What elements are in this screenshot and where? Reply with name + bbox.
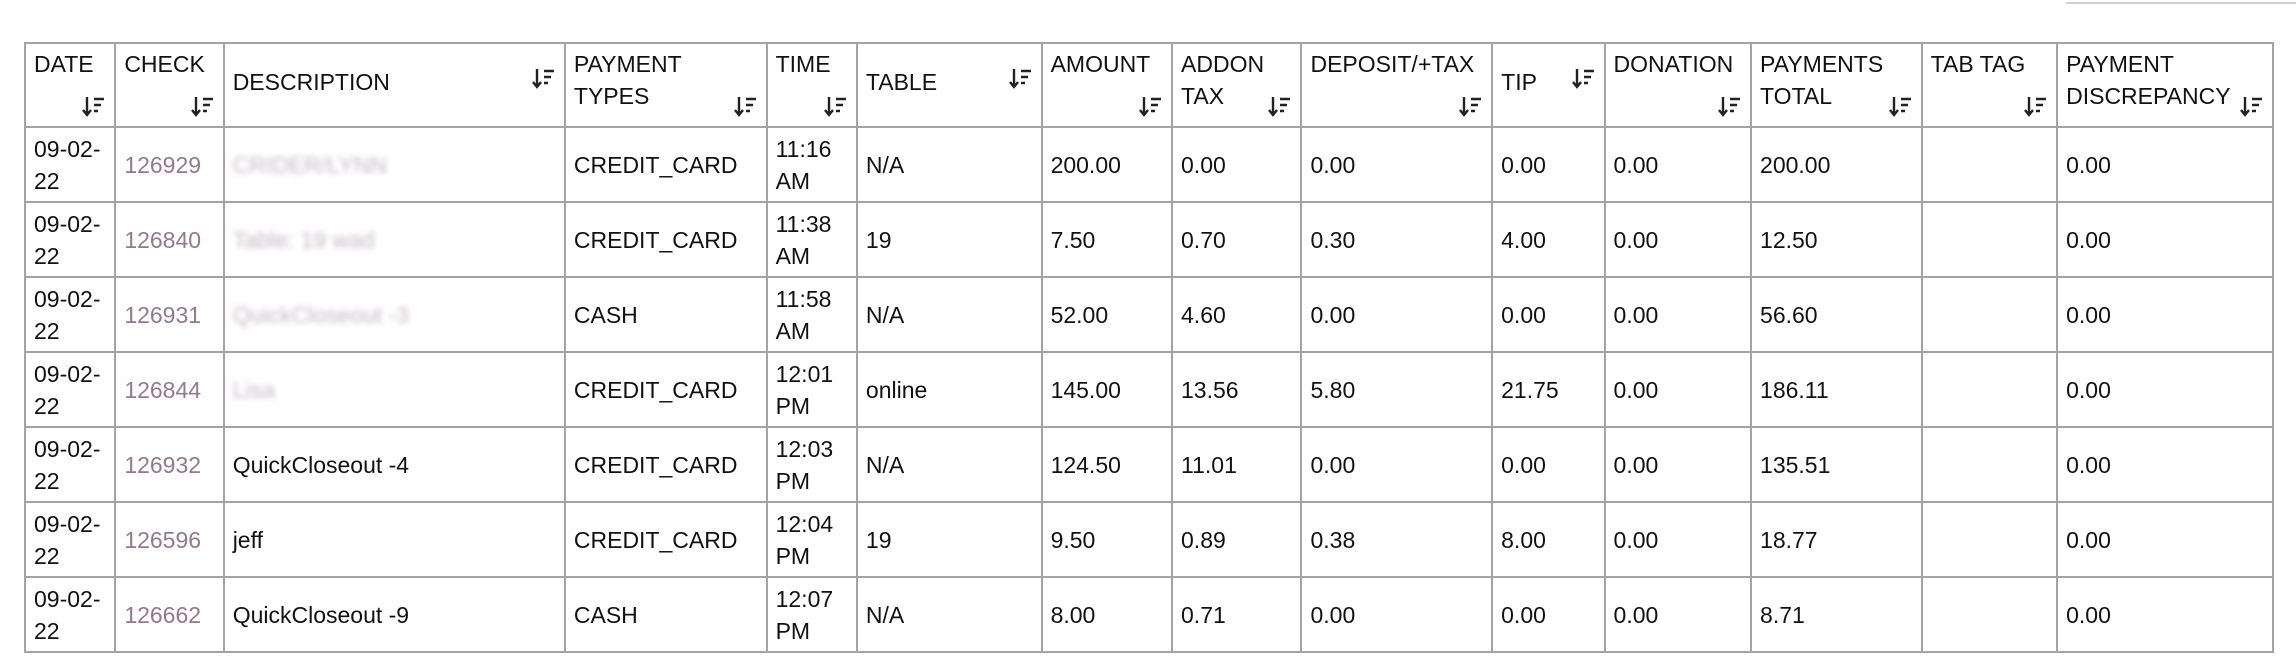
- payments-total-cell: [1751, 502, 1922, 577]
- table-row: [25, 352, 2273, 427]
- deposit-tax-cell: [1301, 277, 1492, 352]
- deposit-tax-cell-value: 0.00: [1310, 451, 1356, 478]
- payments-total-cell: [1751, 352, 1922, 427]
- col-header-addon-tax[interactable]: [1172, 43, 1301, 127]
- payment-type-cell-value: CREDIT_CARD: [573, 226, 738, 253]
- col-header-payment-types[interactable]: [565, 43, 767, 127]
- time-cell-value: 11:38 AM: [775, 210, 832, 269]
- payment-discrepancy-cell: [2057, 502, 2273, 577]
- tip-cell-value: 21.75: [1501, 376, 1559, 403]
- date-cell: [25, 502, 115, 577]
- donation-cell: [1605, 502, 1752, 577]
- description-text: Table: 19 wad: [232, 226, 375, 253]
- table-cell-value: 19: [865, 526, 892, 553]
- addon-tax-cell-value: 0.00: [1181, 151, 1226, 178]
- payment-type-cell: [565, 502, 767, 577]
- description-cell: [224, 502, 565, 577]
- donation-cell-value: 0.00: [1613, 301, 1659, 328]
- addon-tax-cell: [1172, 127, 1301, 202]
- tab-tag-cell: [1922, 427, 2057, 502]
- amount-cell: [1042, 577, 1172, 652]
- deposit-tax-cell-value: 0.00: [1310, 301, 1356, 328]
- addon-tax-cell-value: 0.70: [1181, 226, 1226, 253]
- description-cell: [224, 277, 565, 352]
- col-label-table: TABLE: [865, 69, 938, 95]
- date-cell-value: 09-02- 22: [34, 585, 101, 644]
- payment-discrepancy-cell-value: 0.00: [2066, 526, 2111, 553]
- check-number-link[interactable]: 126932: [124, 451, 202, 478]
- amount-cell: [1042, 502, 1172, 577]
- payment-discrepancy-cell-value: 0.00: [2066, 151, 2111, 178]
- description-cell: [224, 202, 565, 277]
- payment-discrepancy-cell: [2057, 277, 2273, 352]
- check-cell[interactable]: [115, 277, 223, 352]
- payment-type-cell: [565, 202, 767, 277]
- check-cell[interactable]: [115, 577, 223, 652]
- table-row: [25, 277, 2273, 352]
- date-cell: [25, 352, 115, 427]
- payment-type-cell: [565, 277, 767, 352]
- table-cell-value: 19: [865, 226, 892, 253]
- amount-cell: [1042, 277, 1172, 352]
- amount-cell-value: 145.00: [1050, 376, 1121, 403]
- payments-total-cell-value: 135.51: [1760, 451, 1831, 478]
- description-cell: [224, 577, 565, 652]
- amount-cell: [1042, 127, 1172, 202]
- payment-discrepancy-cell: [2057, 127, 2273, 202]
- time-cell: [767, 202, 857, 277]
- donation-cell-value: 0.00: [1613, 151, 1659, 178]
- date-cell-value: 09-02- 22: [34, 510, 101, 569]
- sort-descending-icon[interactable]: [824, 94, 848, 120]
- col-label-date: DATE: [34, 51, 94, 77]
- payments-total-cell: [1751, 427, 1922, 502]
- check-cell[interactable]: [115, 427, 223, 502]
- donation-cell: [1605, 427, 1752, 502]
- deposit-tax-cell: [1301, 352, 1492, 427]
- col-header-date[interactable]: [25, 43, 115, 127]
- description-text: CRIDER/LYNN: [232, 151, 387, 178]
- addon-tax-cell-value: 4.60: [1181, 301, 1226, 328]
- time-cell: [767, 277, 857, 352]
- date-cell: [25, 127, 115, 202]
- payments-total-cell-value: 8.71: [1760, 601, 1805, 628]
- deposit-tax-cell-value: 5.80: [1310, 376, 1356, 403]
- donation-cell-value: 0.00: [1613, 376, 1659, 403]
- table-row: [25, 127, 2273, 202]
- deposit-tax-cell: [1301, 427, 1492, 502]
- check-number-link[interactable]: 126596: [124, 526, 202, 553]
- addon-tax-cell: [1172, 352, 1301, 427]
- payment-discrepancy-cell: [2057, 577, 2273, 652]
- description-text: QuickCloseout -3: [232, 301, 410, 328]
- payment-discrepancy-cell-value: 0.00: [2066, 601, 2111, 628]
- deposit-tax-cell: [1301, 127, 1492, 202]
- table-cell: [857, 352, 1042, 427]
- check-number-link[interactable]: 126931: [124, 301, 202, 328]
- addon-tax-cell: [1172, 427, 1301, 502]
- deposit-tax-cell: [1301, 502, 1492, 577]
- donation-cell: [1605, 202, 1752, 277]
- table-cell: [857, 427, 1042, 502]
- payment-type-cell-value: CREDIT_CARD: [573, 451, 738, 478]
- table-row: [25, 427, 2273, 502]
- payment-discrepancy-cell-value: 0.00: [2066, 451, 2111, 478]
- col-label-payment-types: PAYMENT TYPES: [573, 51, 682, 109]
- payments-total-cell: [1751, 577, 1922, 652]
- addon-tax-cell: [1172, 277, 1301, 352]
- donation-cell: [1605, 127, 1752, 202]
- check-number-link[interactable]: 126662: [124, 601, 202, 628]
- col-header-time[interactable]: [767, 43, 857, 127]
- addon-tax-cell: [1172, 577, 1301, 652]
- payments-total-cell: [1751, 202, 1922, 277]
- description-text: jeff: [232, 526, 263, 553]
- col-header-amount[interactable]: [1042, 43, 1172, 127]
- payment-type-cell-value: CREDIT_CARD: [573, 151, 738, 178]
- payment-type-cell-value: CREDIT_CARD: [573, 376, 738, 403]
- payment-type-cell: [565, 577, 767, 652]
- time-cell-value: 12:01 PM: [775, 360, 834, 419]
- donation-cell: [1605, 577, 1752, 652]
- deposit-tax-cell: [1301, 202, 1492, 277]
- amount-cell-value: 200.00: [1050, 151, 1121, 178]
- tab-tag-cell: [1922, 577, 2057, 652]
- check-cell[interactable]: [115, 352, 223, 427]
- tip-cell-value: 4.00: [1501, 226, 1546, 253]
- amount-cell-value: 124.50: [1050, 451, 1121, 478]
- check-number-link[interactable]: 126840: [124, 226, 202, 253]
- tip-cell-value: 0.00: [1501, 151, 1546, 178]
- col-header-description[interactable]: [224, 43, 565, 127]
- col-header-payment-discrepancy[interactable]: [2057, 43, 2273, 127]
- payment-discrepancy-cell-value: 0.00: [2066, 376, 2111, 403]
- payment-type-cell: [565, 127, 767, 202]
- tab-tag-cell: [1922, 502, 2057, 577]
- donation-cell-value: 0.00: [1613, 226, 1659, 253]
- col-header-table[interactable]: [857, 43, 1042, 127]
- sort-descending-icon[interactable]: [532, 66, 556, 92]
- col-header-check[interactable]: [115, 43, 223, 127]
- col-header-tab-tag[interactable]: [1922, 43, 2057, 127]
- col-label-amount: AMOUNT: [1050, 51, 1151, 77]
- header-row: [25, 43, 2273, 127]
- sort-descending-icon[interactable]: [191, 94, 215, 120]
- payments-total-cell-value: 18.77: [1760, 526, 1818, 553]
- amount-cell-value: 52.00: [1050, 301, 1109, 328]
- deposit-tax-cell-value: 0.00: [1310, 151, 1356, 178]
- addon-tax-cell-value: 13.56: [1181, 376, 1239, 403]
- addon-tax-cell-value: 11.01: [1181, 451, 1237, 478]
- payment-type-cell: [565, 352, 767, 427]
- table-cell: [857, 502, 1042, 577]
- time-cell-value: 11:16 AM: [775, 135, 832, 194]
- col-header-tip[interactable]: [1492, 43, 1604, 127]
- description-cell: [224, 127, 565, 202]
- deposit-tax-cell-value: 0.38: [1310, 526, 1356, 553]
- table-cell-value: online: [865, 376, 928, 403]
- payments-total-cell-value: 200.00: [1760, 151, 1831, 178]
- tip-cell: [1492, 577, 1604, 652]
- tip-cell-value: 0.00: [1501, 601, 1546, 628]
- col-label-check: CHECK: [124, 51, 205, 77]
- sort-descending-icon[interactable]: [1139, 94, 1163, 120]
- tab-tag-cell: [1922, 202, 2057, 277]
- col-header-payments-total[interactable]: [1751, 43, 1922, 127]
- check-cell[interactable]: [115, 127, 223, 202]
- col-header-deposit-tax[interactable]: [1301, 43, 1492, 127]
- description-cell: [224, 427, 565, 502]
- payments-total-cell-value: 12.50: [1760, 226, 1818, 253]
- payments-total-cell-value: 56.60: [1760, 301, 1818, 328]
- time-cell: [767, 502, 857, 577]
- deposit-tax-cell-value: 0.30: [1310, 226, 1356, 253]
- tip-cell-value: 0.00: [1501, 301, 1546, 328]
- tab-tag-cell: [1922, 352, 2057, 427]
- col-label-tab-tag: TAB TAG: [1930, 51, 2026, 77]
- description-cell: [224, 352, 565, 427]
- time-cell-value: 12:04 PM: [775, 510, 834, 569]
- tab-tag-cell: [1922, 277, 2057, 352]
- sort-descending-icon[interactable]: [1889, 94, 1913, 120]
- deposit-tax-cell: [1301, 577, 1492, 652]
- sort-descending-icon[interactable]: [1459, 94, 1483, 120]
- sort-descending-icon[interactable]: [1718, 94, 1742, 120]
- date-cell-value: 09-02- 22: [34, 135, 101, 194]
- col-header-donation[interactable]: [1605, 43, 1752, 127]
- tip-cell: [1492, 352, 1604, 427]
- time-cell: [767, 427, 857, 502]
- check-number-link[interactable]: 126844: [124, 376, 202, 403]
- date-cell: [25, 577, 115, 652]
- table-cell: [857, 577, 1042, 652]
- table-cell-value: N/A: [865, 151, 905, 178]
- sort-descending-icon[interactable]: [82, 94, 106, 120]
- date-cell-value: 09-02- 22: [34, 360, 101, 419]
- col-label-addon-tax: ADDON TAX: [1181, 51, 1265, 109]
- tip-cell: [1492, 502, 1604, 577]
- donation-cell: [1605, 277, 1752, 352]
- donation-cell-value: 0.00: [1613, 526, 1659, 553]
- top-right-divider: [2066, 0, 2296, 4]
- table-cell: [857, 277, 1042, 352]
- check-cell[interactable]: [115, 202, 223, 277]
- payment-type-cell-value: CREDIT_CARD: [573, 526, 738, 553]
- addon-tax-cell-value: 0.71: [1181, 601, 1226, 628]
- payment-type-cell-value: CASH: [573, 301, 638, 328]
- donation-cell: [1605, 352, 1752, 427]
- sort-descending-icon[interactable]: [734, 94, 758, 120]
- date-cell: [25, 277, 115, 352]
- date-cell-value: 09-02- 22: [34, 285, 101, 344]
- amount-cell-value: 8.00: [1050, 601, 1096, 628]
- tip-cell: [1492, 427, 1604, 502]
- tip-cell-value: 0.00: [1501, 451, 1546, 478]
- sort-descending-icon[interactable]: [1572, 66, 1596, 92]
- date-cell-value: 09-02- 22: [34, 210, 101, 269]
- addon-tax-cell-value: 0.89: [1181, 526, 1226, 553]
- tab-tag-cell: [1922, 127, 2057, 202]
- tip-cell: [1492, 202, 1604, 277]
- payment-type-cell: [565, 427, 767, 502]
- col-label-payment-discrepancy: PAYMENT DISCREPANCY: [2066, 51, 2231, 109]
- payments-total-cell-value: 186.11: [1760, 376, 1829, 403]
- table-row: [25, 202, 2273, 277]
- col-label-payments-total: PAYMENTS TOTAL: [1760, 51, 1884, 109]
- date-cell: [25, 202, 115, 277]
- payment-discrepancy-cell: [2057, 427, 2273, 502]
- check-number-link[interactable]: 126929: [124, 151, 202, 178]
- check-cell[interactable]: [115, 502, 223, 577]
- payment-discrepancy-cell: [2057, 202, 2273, 277]
- col-label-tip: TIP: [1501, 69, 1537, 95]
- payment-discrepancy-cell-value: 0.00: [2066, 301, 2111, 328]
- date-cell-value: 09-02- 22: [34, 435, 101, 494]
- table-row: [25, 502, 2273, 577]
- time-cell: [767, 127, 857, 202]
- table-body: [25, 127, 2273, 652]
- description-text: Lisa: [232, 376, 275, 403]
- date-cell: [25, 427, 115, 502]
- time-cell: [767, 577, 857, 652]
- sort-descending-icon[interactable]: [2024, 94, 2048, 120]
- sort-descending-icon[interactable]: [2240, 94, 2264, 120]
- sort-descending-icon[interactable]: [1009, 66, 1033, 92]
- table-cell: [857, 202, 1042, 277]
- table-cell-value: N/A: [865, 601, 905, 628]
- amount-cell: [1042, 427, 1172, 502]
- sort-descending-icon[interactable]: [1268, 94, 1292, 120]
- amount-cell-value: 7.50: [1050, 226, 1096, 253]
- amount-cell: [1042, 202, 1172, 277]
- addon-tax-cell: [1172, 202, 1301, 277]
- payment-discrepancy-cell: [2057, 352, 2273, 427]
- time-cell-value: 12:03 PM: [775, 435, 834, 494]
- payments-report-table: [24, 42, 2274, 653]
- donation-cell-value: 0.00: [1613, 601, 1659, 628]
- col-label-donation: DONATION: [1613, 51, 1734, 77]
- addon-tax-cell: [1172, 502, 1301, 577]
- tip-cell: [1492, 127, 1604, 202]
- tip-cell-value: 8.00: [1501, 526, 1546, 553]
- time-cell-value: 11:58 AM: [775, 285, 832, 344]
- col-label-description: DESCRIPTION: [232, 69, 390, 95]
- tip-cell: [1492, 277, 1604, 352]
- payment-discrepancy-cell-value: 0.00: [2066, 226, 2111, 253]
- time-cell-value: 12:07 PM: [775, 585, 834, 644]
- table-cell: [857, 127, 1042, 202]
- description-text: QuickCloseout -9: [232, 601, 410, 628]
- table-cell-value: N/A: [865, 301, 905, 328]
- payments-total-cell: [1751, 277, 1922, 352]
- donation-cell-value: 0.00: [1613, 451, 1659, 478]
- table-row: [25, 577, 2273, 652]
- amount-cell-value: 9.50: [1050, 526, 1096, 553]
- time-cell: [767, 352, 857, 427]
- payment-type-cell-value: CASH: [573, 601, 638, 628]
- payments-total-cell: [1751, 127, 1922, 202]
- col-label-deposit-tax: DEPOSIT/+TAX: [1310, 51, 1475, 77]
- deposit-tax-cell-value: 0.00: [1310, 601, 1356, 628]
- col-label-time: TIME: [775, 51, 831, 77]
- amount-cell: [1042, 352, 1172, 427]
- table-cell-value: N/A: [865, 451, 905, 478]
- description-text: QuickCloseout -4: [232, 451, 410, 478]
